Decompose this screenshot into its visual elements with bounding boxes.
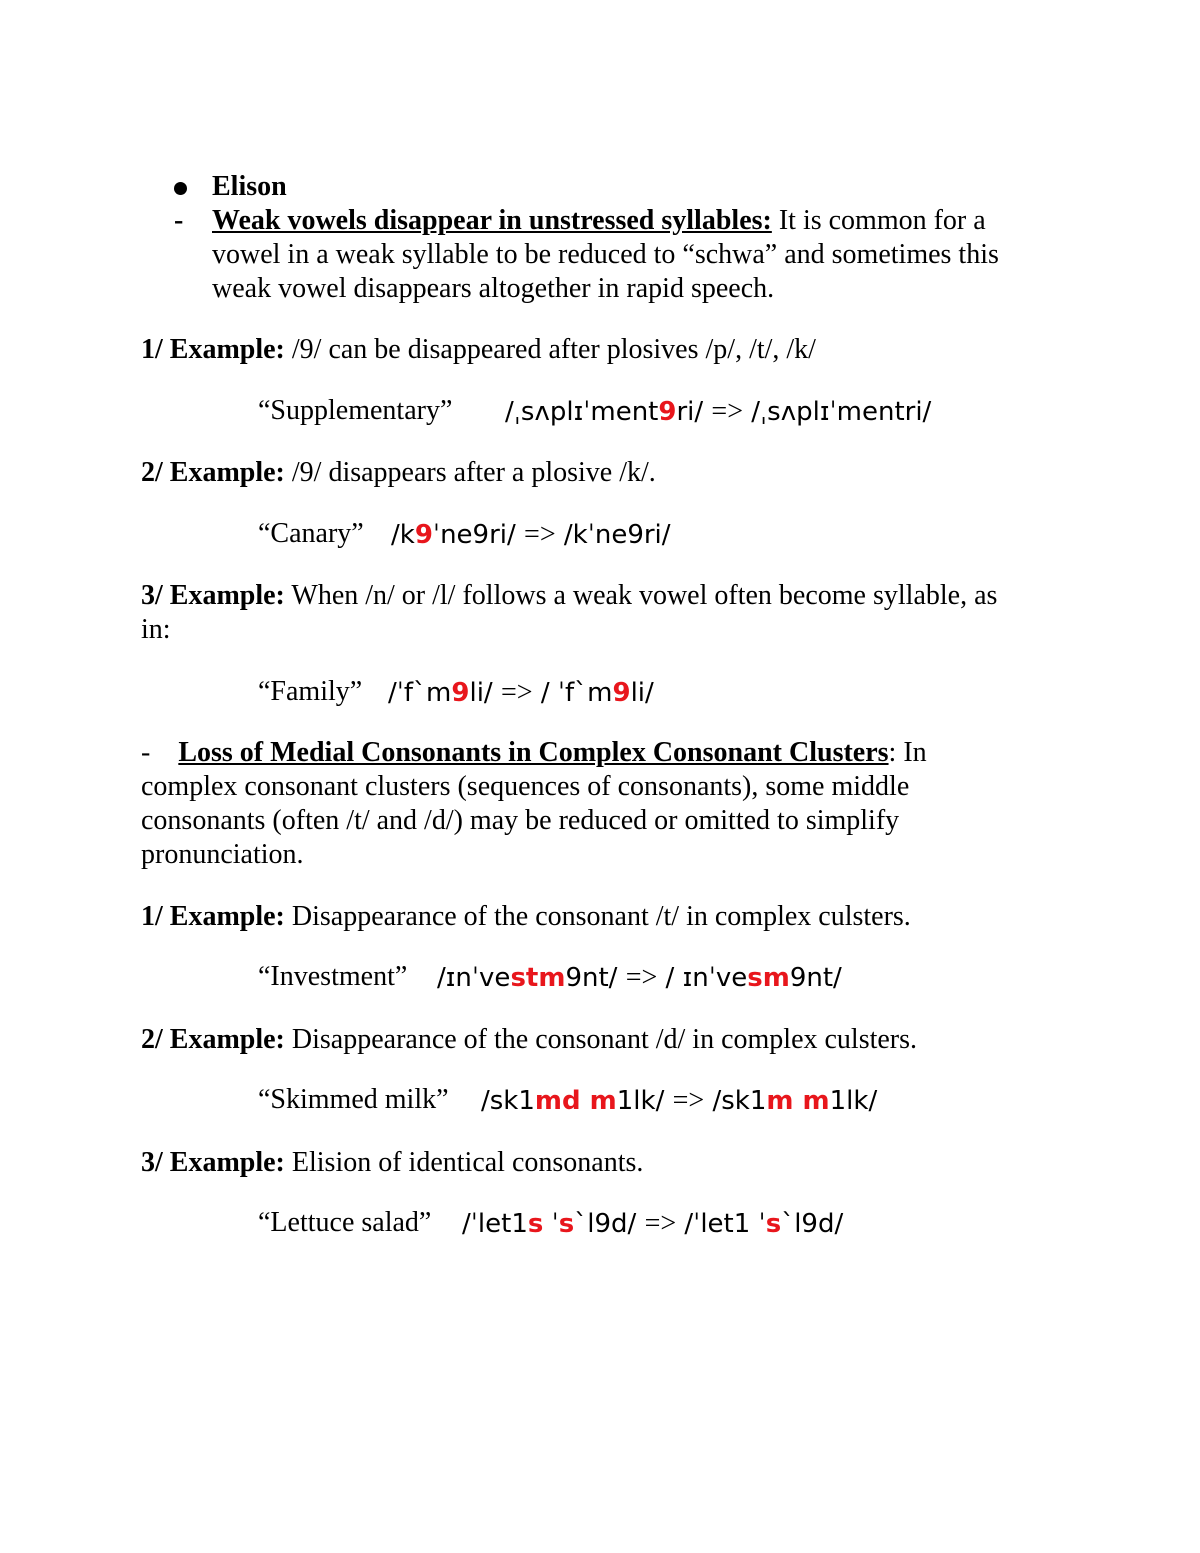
arrow-symbol: => xyxy=(644,1208,677,1239)
example-label: 1/ Example: xyxy=(141,901,285,932)
ipa-segment: 1lk/ xyxy=(616,1086,673,1116)
example-label: 2/ Example: xyxy=(141,457,285,488)
example-word: “Family” xyxy=(258,676,363,707)
ipa-segment: / ɪnˈve xyxy=(657,963,748,993)
example-ipa xyxy=(437,961,842,995)
ipa-segment: /ˈlet1 xyxy=(462,1209,528,1239)
ipa-segment: 1lk/ xyxy=(829,1086,878,1116)
example-word: “Lettuce salad” xyxy=(258,1207,432,1238)
example-line xyxy=(141,1146,643,1180)
arrow-symbol: => xyxy=(500,677,533,708)
example-text: /9/ disappears after a plosive /k/. xyxy=(284,457,656,488)
ipa-segment: li/ xyxy=(469,678,501,708)
ipa-segment: 9nt/ xyxy=(789,963,842,993)
example-word: “Supplementary” xyxy=(258,395,453,426)
highlighted-segment: sm xyxy=(747,963,790,993)
ipa-segment: /sk1 xyxy=(481,1086,535,1116)
section1-body-line: vowel in a weak syllable to be reduced to “schwa” and sometimes this xyxy=(212,239,999,270)
ipa-segment: /ˌsʌplɪˈmentri/ xyxy=(743,397,932,427)
example-text: Disappearance of the consonant /d/ in complex culsters. xyxy=(284,1024,918,1055)
ipa-segment: /ˌsʌplɪˈment xyxy=(505,397,659,427)
example-line xyxy=(141,333,816,367)
example-text: /9/ can be disappeared after plosives /p/, /t/, /k/ xyxy=(284,334,816,365)
section2-title-suffix: : In xyxy=(888,737,927,768)
ipa-segment: /ˈlet1 ˈ xyxy=(676,1209,766,1239)
section1-body-line: weak vowel disappears altogether in rapid speech. xyxy=(212,273,775,304)
arrow-symbol: => xyxy=(711,396,743,427)
section2-body-line: consonants (often /t/ and /d/) may be reduced or omitted to simplify xyxy=(141,805,900,836)
example-line xyxy=(141,456,656,490)
highlighted-segment: s xyxy=(765,1209,782,1239)
ipa-segment: /sk1 xyxy=(704,1086,767,1116)
example-label: 1/ Example: xyxy=(141,334,285,365)
example-ipa xyxy=(505,395,931,429)
arrow-symbol: => xyxy=(672,1085,705,1116)
example-label: 2/ Example: xyxy=(141,1024,285,1055)
example-text: Disappearance of the consonant /t/ in complex culsters. xyxy=(284,901,911,932)
section1-title: Weak vowels disappear in unstressed syllables: xyxy=(212,205,772,236)
highlighted-segment: 9 xyxy=(451,678,470,708)
highlighted-segment: 9 xyxy=(414,520,433,550)
example-line xyxy=(141,900,911,934)
ipa-segment: / ˈf`m xyxy=(532,678,613,708)
section2-first-line xyxy=(141,736,927,770)
highlighted-segment: md m xyxy=(534,1086,617,1116)
highlighted-segment: s xyxy=(527,1209,544,1239)
section2-dash: - xyxy=(141,737,151,768)
ipa-segment: `l9d/ xyxy=(574,1209,645,1239)
ipa-segment: ˈ xyxy=(543,1209,559,1239)
ipa-segment: `l9d/ xyxy=(781,1209,844,1239)
example-ipa xyxy=(481,1084,877,1118)
section2-title: Loss of Medial Consonants in Complex Consonant Clusters xyxy=(178,737,889,768)
example-word: “Skimmed milk” xyxy=(258,1084,449,1115)
highlighted-segment: m m xyxy=(766,1086,830,1116)
ipa-segment: /ɪnˈve xyxy=(437,963,511,993)
highlighted-segment: s xyxy=(558,1209,575,1239)
section-heading: Elison xyxy=(212,171,287,202)
example-text: Elision of identical consonants. xyxy=(284,1147,644,1178)
arrow-symbol: => xyxy=(524,519,556,550)
example-text: When /n/ or /l/ follows a weak vowel often become syllable, as xyxy=(284,580,998,611)
section1-dash: - xyxy=(174,205,184,236)
arrow-symbol: => xyxy=(625,962,658,993)
example-line xyxy=(141,579,997,613)
example-label: 3/ Example: xyxy=(141,580,285,611)
bullet-icon xyxy=(174,170,187,204)
section1-first-line xyxy=(212,204,986,238)
example-word: “Investment” xyxy=(258,961,408,992)
example-word: “Canary” xyxy=(258,518,364,549)
highlighted-segment: 9 xyxy=(658,397,677,427)
section2-body-line: complex consonant clusters (sequences of consonants), some middle xyxy=(141,771,910,802)
example-ipa xyxy=(462,1207,843,1241)
highlighted-segment: stm xyxy=(510,963,566,993)
section1-body-line: It is common for a xyxy=(778,205,986,236)
highlighted-segment: 9 xyxy=(612,678,631,708)
ipa-segment: 9nt/ xyxy=(565,963,626,993)
example-text-continued: in: xyxy=(141,614,171,645)
example-ipa xyxy=(391,518,671,552)
ipa-segment: li/ xyxy=(630,678,654,708)
example-label: 3/ Example: xyxy=(141,1147,285,1178)
example-ipa xyxy=(388,676,654,710)
ipa-segment: /ˈf`m xyxy=(388,678,452,708)
example-line xyxy=(141,1023,917,1057)
ipa-segment: ri/ xyxy=(676,397,712,427)
ipa-segment: /k xyxy=(391,520,415,550)
section2-body-line: pronunciation. xyxy=(141,839,304,870)
ipa-segment: /kˈne9ri/ xyxy=(555,520,671,550)
ipa-segment: ˈne9ri/ xyxy=(432,520,525,550)
